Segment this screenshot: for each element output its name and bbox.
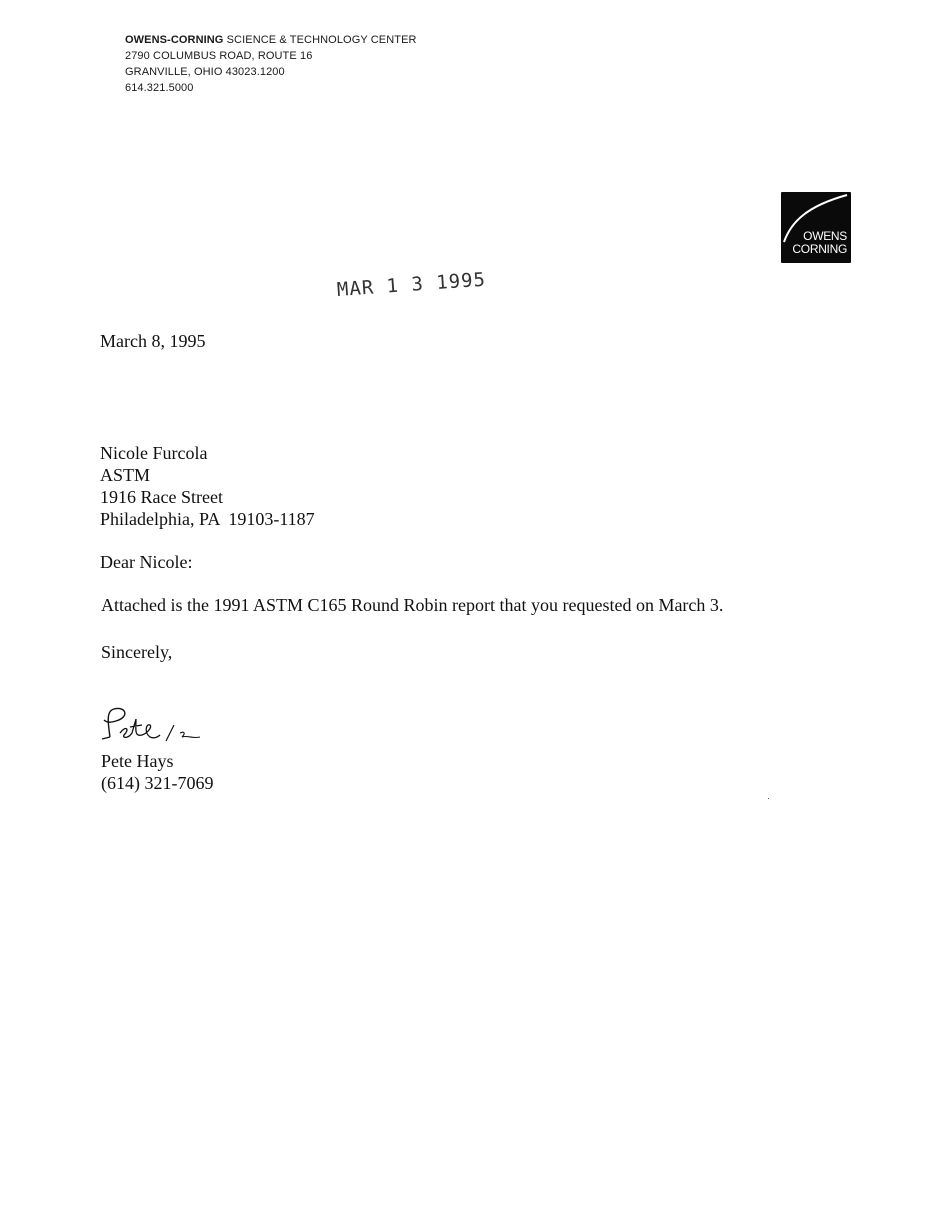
owens-corning-logo	[781, 192, 851, 263]
signer-phone: (614) 321-7069	[101, 773, 214, 793]
logo-text	[781, 230, 847, 256]
logo-line-1: OWENS	[803, 229, 847, 243]
recipient-street: 1916 Race Street	[100, 487, 223, 507]
recipient-organization: ASTM	[100, 465, 151, 485]
letter-body: Attached is the 1991 ASTM C165 Round Robin report that you requested on March 3.	[101, 595, 724, 615]
company-name: OWENS-CORNING	[125, 34, 224, 46]
letterhead	[125, 32, 417, 96]
letterhead-phone: 614.321.5000	[125, 82, 194, 94]
signer-name: Pete Hays	[101, 751, 174, 771]
recipient-address	[100, 442, 315, 530]
address-line-1: 2790 COLUMBUS ROAD, ROUTE 16	[125, 50, 313, 62]
handwritten-signature	[96, 703, 206, 749]
division-name: SCIENCE & TECHNOLOGY CENTER	[223, 34, 417, 46]
salutation: Dear Nicole:	[100, 552, 193, 572]
signer-block	[101, 750, 213, 794]
recipient-name: Nicole Furcola	[100, 443, 208, 463]
logo-line-2: CORNING	[792, 242, 847, 256]
received-date-stamp: MAR 1 3 1995	[336, 268, 487, 301]
letter-date: March 8, 1995	[100, 331, 206, 351]
closing: Sincerely,	[101, 642, 173, 662]
scan-speck	[768, 798, 769, 799]
recipient-city-state-zip: Philadelphia, PA 19103-1187	[100, 509, 315, 529]
address-line-2: GRANVILLE, OHIO 43023.1200	[125, 66, 285, 78]
letterhead-title	[125, 32, 417, 48]
